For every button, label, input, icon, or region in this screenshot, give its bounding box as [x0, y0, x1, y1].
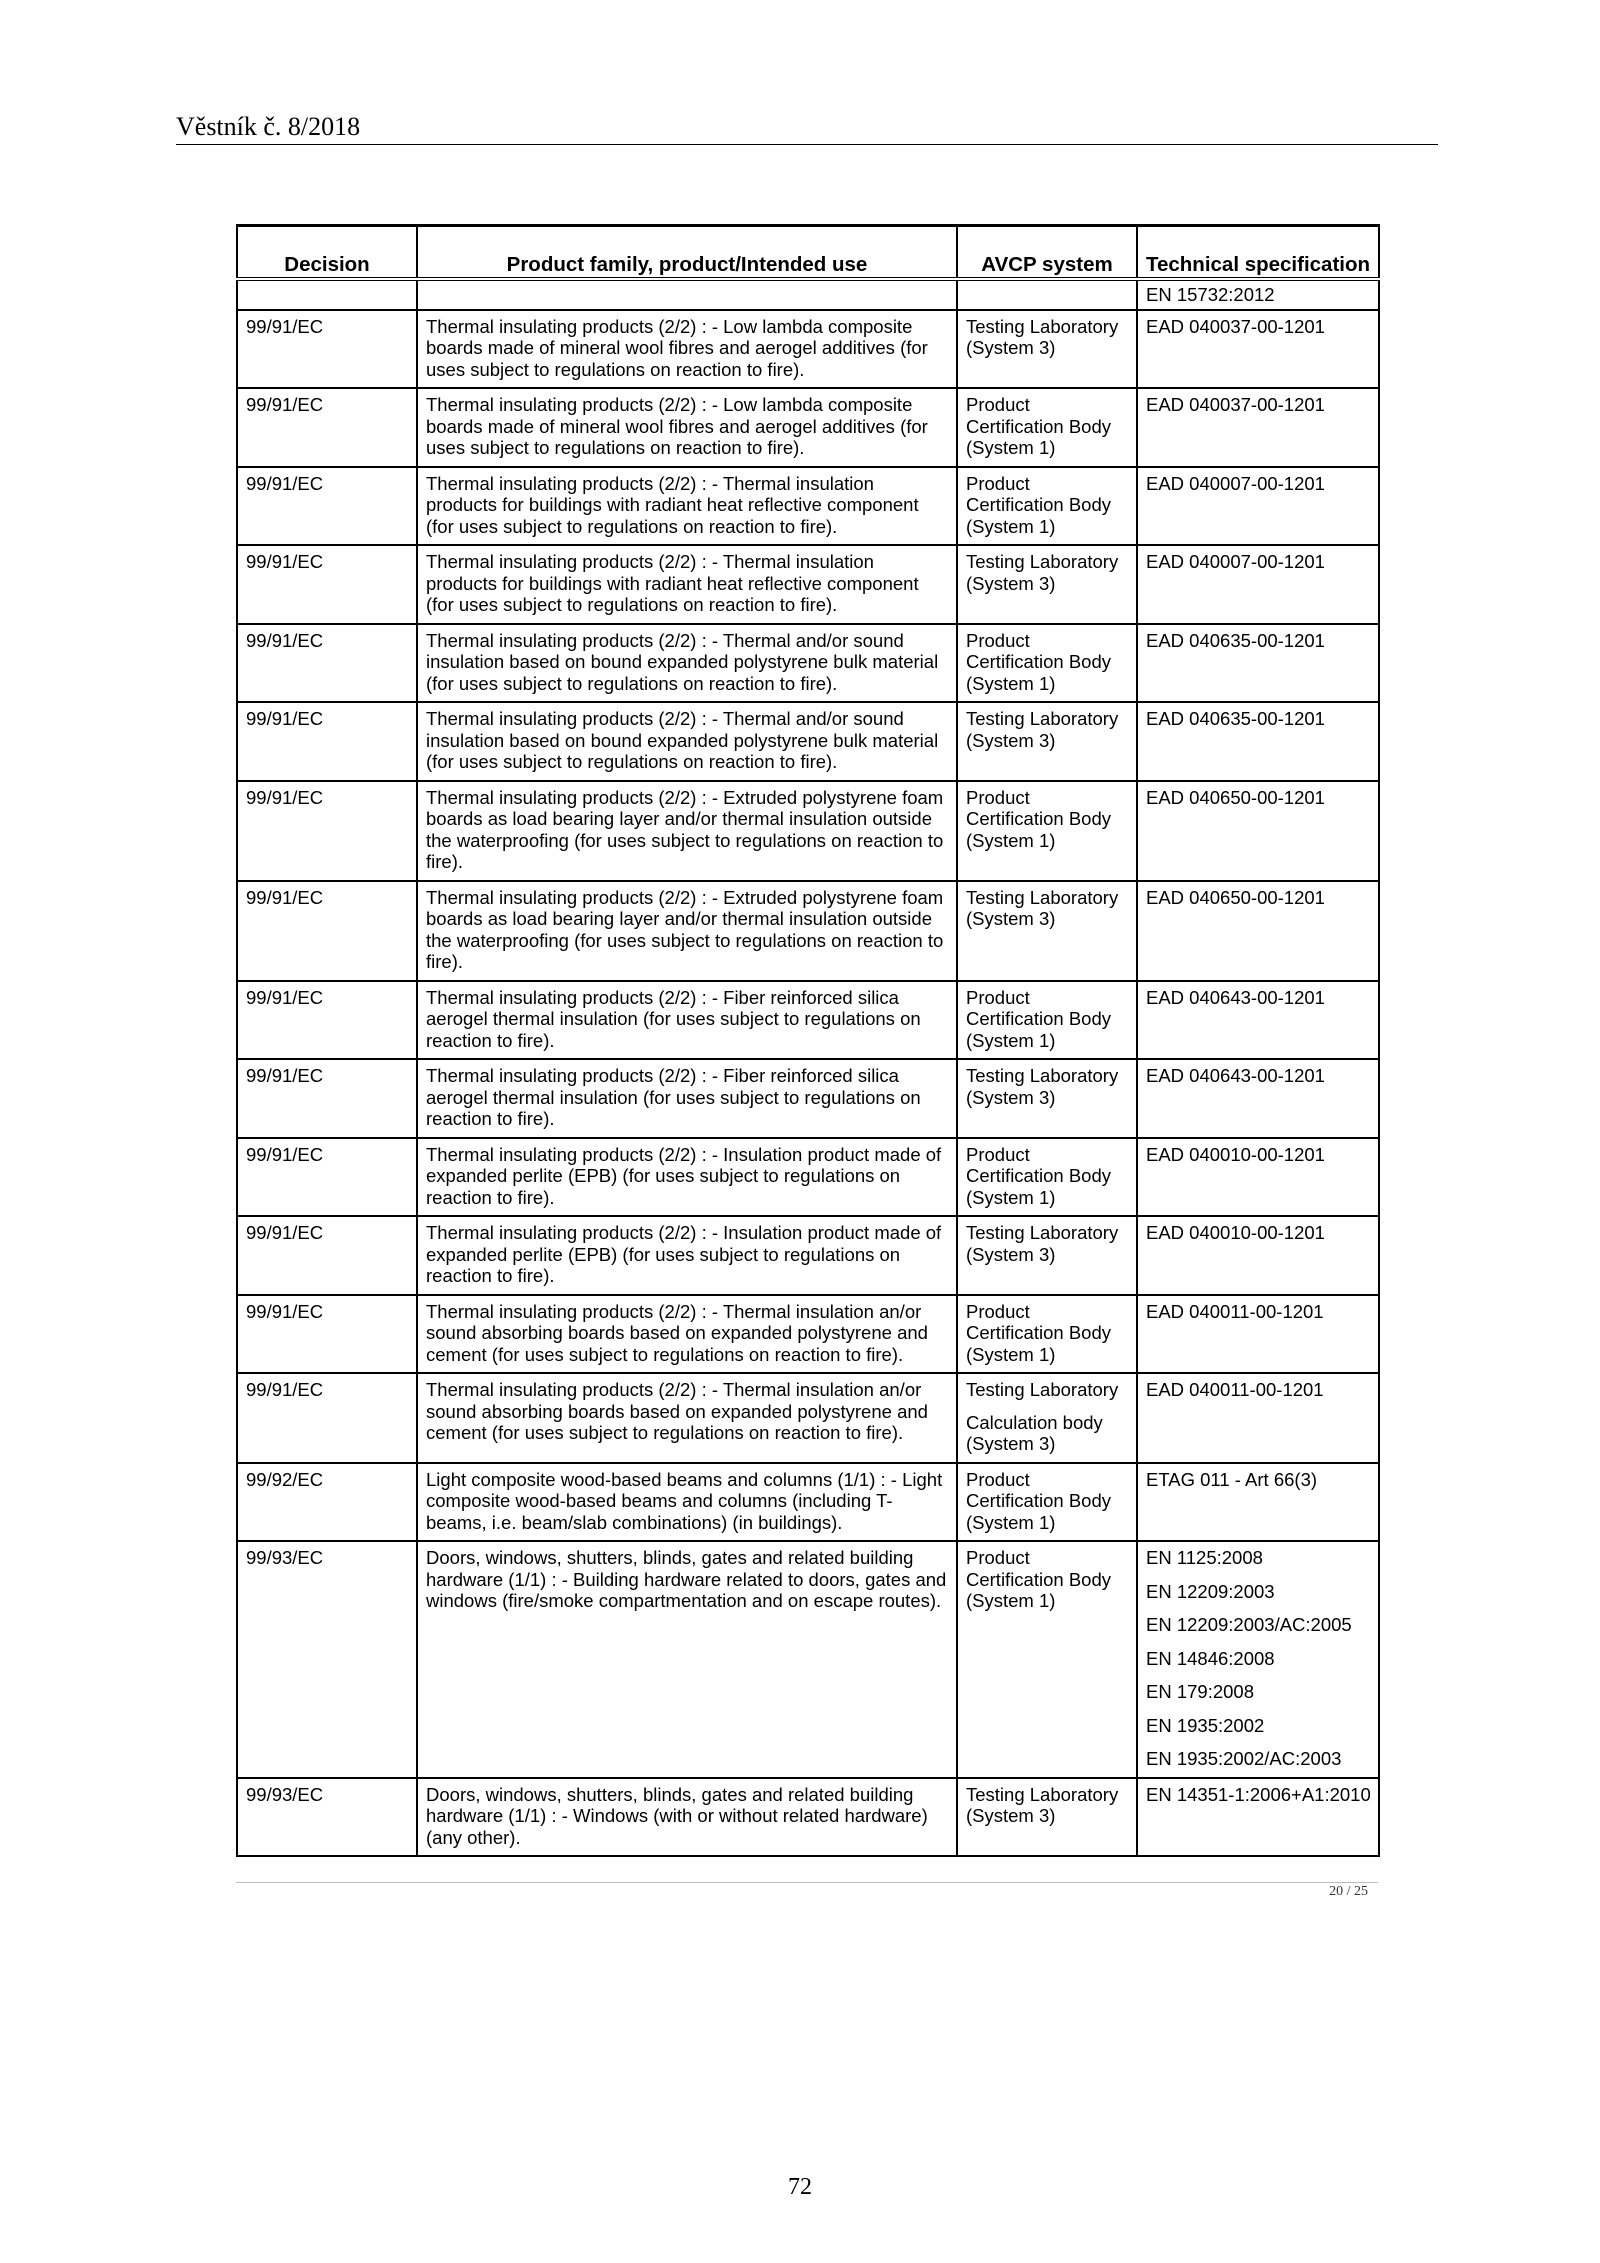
table-row [237, 1778, 1379, 1857]
spec-line: EAD 040643-00-1201 [1146, 986, 1325, 1008]
product-cell: Thermal insulating products (2/2) : - Extruded polystyrene foam boards as load bearing layer and/or thermal insulation outside the waterproofing (for uses subject to regulations on reaction to fire). [417, 781, 957, 881]
spec-line: EAD 040007-00-1201 [1146, 472, 1325, 494]
table-row [237, 981, 1379, 1060]
decision-cell: 99/91/EC [237, 388, 417, 467]
avcp-line: Product Certification Body (System 1) [966, 1547, 1111, 1611]
table-header-row [237, 226, 1379, 280]
product-cell: Thermal insulating products (2/2) : - Low lambda composite boards made of mineral wool fibres and aerogel additives (for uses subject to regulations on reaction to fire). [417, 388, 957, 467]
avcp-cell [957, 1295, 1137, 1374]
avcp-cell [957, 624, 1137, 703]
table-row [237, 1463, 1379, 1542]
spec-line: EAD 040007-00-1201 [1146, 551, 1325, 572]
avcp-line: Product Certification Body (System 1) [966, 472, 1111, 537]
decision-cell: 99/91/EC [237, 1216, 417, 1295]
spec-line: EAD 040010-00-1201 [1146, 1143, 1325, 1165]
table-row [237, 388, 1379, 467]
avcp-line: Testing Laboratory (System 3) [966, 1783, 1119, 1826]
avcp-line: Testing Laboratory (System 3) [966, 1222, 1119, 1265]
spec-cell [1137, 279, 1379, 310]
page-count: 20 / 25 [1329, 1884, 1368, 1899]
decision-cell: 99/93/EC [237, 1541, 417, 1778]
column-header-product: Product family, product/Intended use [417, 226, 957, 280]
avcp-line: Testing Laboratory (System 3) [966, 708, 1119, 751]
decision-cell: 99/91/EC [237, 1059, 417, 1138]
product-cell: Thermal insulating products (2/2) : - Insulation product made of expanded perlite (EPB) (for uses subject to regulations on reaction to fire). [417, 1138, 957, 1217]
avcp-cell [957, 1138, 1137, 1217]
spec-cell [1137, 1138, 1379, 1217]
spec-cell [1137, 881, 1379, 981]
avcp-line: Testing Laboratory (System 3) [966, 551, 1119, 594]
table-row [237, 310, 1379, 389]
column-header-avcp: AVCP system [957, 226, 1137, 280]
product-cell: Thermal insulating products (2/2) : - Thermal insulation products for buildings with radiant heat reflective component (for uses subject to regulations on reaction to fire). [417, 545, 957, 624]
avcp-cell [957, 279, 1137, 310]
decision-cell: 99/91/EC [237, 1373, 417, 1463]
avcp-cell [957, 1541, 1137, 1778]
spec-line: EN 14846:2008 [1146, 1647, 1275, 1669]
table-row [237, 545, 1379, 624]
avcp-cell [957, 1216, 1137, 1295]
avcp-cell [957, 467, 1137, 546]
avcp-line: Product Certification Body (System 1) [966, 1143, 1111, 1208]
spec-line: EAD 040650-00-1201 [1146, 786, 1325, 808]
decision-cell: 99/92/EC [237, 1463, 417, 1542]
spec-cell [1137, 1059, 1379, 1138]
spec-line: EAD 040635-00-1201 [1146, 629, 1325, 651]
table-row [237, 881, 1379, 981]
decision-cell: 99/91/EC [237, 981, 417, 1060]
spec-line: EAD 040037-00-1201 [1146, 315, 1325, 337]
column-header-spec: Technical specification [1137, 226, 1379, 280]
table-row [237, 1138, 1379, 1217]
avcp-cell [957, 781, 1137, 881]
product-cell: Thermal insulating products (2/2) : - Low lambda composite boards made of mineral wool fibres and aerogel additives (for uses subject to regulations on reaction to fire). [417, 310, 957, 389]
avcp-line: Product Certification Body (System 1) [966, 786, 1111, 851]
table-row [237, 467, 1379, 546]
table-row [237, 702, 1379, 781]
product-cell: Thermal insulating products (2/2) : - Fiber reinforced silica aerogel thermal insulation (for uses subject to regulations on reaction to fire). [417, 981, 957, 1060]
decision-cell: 99/91/EC [237, 545, 417, 624]
avcp-line: Testing Laboratory (System 3) [966, 315, 1119, 358]
spec-line: EAD 040011-00-1201 [1146, 1379, 1324, 1400]
spec-cell [1137, 1463, 1379, 1542]
spec-cell [1137, 388, 1379, 467]
avcp-line: Product Certification Body (System 1) [966, 1300, 1111, 1365]
avcp-cell [957, 1373, 1137, 1463]
product-cell [417, 279, 957, 310]
product-cell: Thermal insulating products (2/2) : - Insulation product made of expanded perlite (EPB) (for uses subject to regulations on reaction to fire). [417, 1216, 957, 1295]
table-body [237, 279, 1379, 1856]
decision-cell: 99/91/EC [237, 310, 417, 389]
product-cell: Doors, windows, shutters, blinds, gates and related building hardware (1/1) : - Building hardware related to doors, gates and windows (fire/smoke compartmentation and on escape routes). [417, 1541, 957, 1778]
footer-divider [236, 1882, 1378, 1883]
table-row [237, 1295, 1379, 1374]
spec-line: EAD 040010-00-1201 [1146, 1222, 1325, 1243]
avcp-cell [957, 545, 1137, 624]
product-cell: Thermal insulating products (2/2) : - Thermal and/or sound insulation based on bound expanded polystyrene bulk material (for uses subject to regulations on reaction to fire). [417, 702, 957, 781]
spec-line: EAD 040650-00-1201 [1146, 886, 1325, 908]
product-cell: Thermal insulating products (2/2) : - Thermal insulation an/or sound absorbing boards based on expanded polystyrene and cement (for uses subject to regulations on reaction to fire). [417, 1373, 957, 1463]
avcp-cell [957, 1463, 1137, 1542]
product-cell: Doors, windows, shutters, blinds, gates and related building hardware (1/1) : - Windows (with or without related hardware) (any other). [417, 1778, 957, 1857]
spec-line: EAD 040011-00-1201 [1146, 1300, 1324, 1322]
avcp-line: Calculation body (System 3) [966, 1411, 1103, 1454]
table-row [237, 1373, 1379, 1463]
decision-cell: 99/91/EC [237, 467, 417, 546]
avcp-line: Product Certification Body (System 1) [966, 1468, 1111, 1533]
decision-cell: 99/91/EC [237, 881, 417, 981]
spec-line: EN 14351-1:2006+A1:2010 [1146, 1783, 1371, 1805]
product-cell: Thermal insulating products (2/2) : - Thermal insulation an/or sound absorbing boards based on expanded polystyrene and cement (for uses subject to regulations on reaction to fire). [417, 1295, 957, 1374]
journal-header: Věstník č. 8/2018 [176, 112, 1438, 145]
avcp-cell [957, 702, 1137, 781]
spec-cell [1137, 545, 1379, 624]
spec-line: EN 1935:2002/AC:2003 [1146, 1748, 1342, 1769]
spec-cell [1137, 1373, 1379, 1463]
spec-line: EAD 040643-00-1201 [1146, 1065, 1325, 1086]
spec-line: EN 179:2008 [1146, 1681, 1255, 1702]
decision-cell: 99/91/EC [237, 781, 417, 881]
decision-cell: 99/91/EC [237, 624, 417, 703]
spec-cell [1137, 1295, 1379, 1374]
spec-line: EAD 040635-00-1201 [1146, 708, 1325, 729]
spec-cell [1137, 981, 1379, 1060]
spec-cell [1137, 702, 1379, 781]
avcp-cell [957, 1059, 1137, 1138]
spec-cell [1137, 1216, 1379, 1295]
avcp-line: Testing Laboratory (System 3) [966, 886, 1119, 929]
spec-cell [1137, 1541, 1379, 1778]
spec-line: EAD 040037-00-1201 [1146, 394, 1325, 415]
avcp-cell [957, 1778, 1137, 1857]
avcp-line: Testing Laboratory [966, 1379, 1119, 1400]
table-row [237, 1216, 1379, 1295]
column-header-decision: Decision [237, 226, 417, 280]
table-row [237, 1541, 1379, 1778]
table-row [237, 781, 1379, 881]
avcp-cell [957, 388, 1137, 467]
spec-line: EN 12209:2003 [1146, 1580, 1275, 1602]
spec-cell [1137, 624, 1379, 703]
product-cell: Thermal insulating products (2/2) : - Fiber reinforced silica aerogel thermal insulation (for uses subject to regulations on reaction to fire). [417, 1059, 957, 1138]
avcp-line: Product Certification Body (System 1) [966, 986, 1111, 1051]
decision-cell: 99/93/EC [237, 1778, 417, 1857]
product-cell: Light composite wood-based beams and columns (1/1) : - Light composite wood-based beams and columns (including T-beams, i.e. beam/slab combinations) (in buildings). [417, 1463, 957, 1542]
spec-cell [1137, 781, 1379, 881]
spec-line: EN 12209:2003/AC:2005 [1146, 1614, 1352, 1635]
table-row [237, 1059, 1379, 1138]
spec-cell [1137, 310, 1379, 389]
page-number: 72 [788, 2174, 812, 2200]
spec-line: ETAG 011 - Art 66(3) [1146, 1468, 1318, 1490]
table-row [237, 624, 1379, 703]
spec-line: EN 1935:2002 [1146, 1714, 1265, 1736]
spec-cell [1137, 1778, 1379, 1857]
avcp-cell [957, 981, 1137, 1060]
avcp-line: Product Certification Body (System 1) [966, 394, 1111, 458]
spec-line: EN 1125:2008 [1146, 1547, 1263, 1568]
avcp-line: Testing Laboratory (System 3) [966, 1065, 1119, 1108]
decision-cell: 99/91/EC [237, 1295, 417, 1374]
product-cell: Thermal insulating products (2/2) : - Extruded polystyrene foam boards as load bearing layer and/or thermal insulation outside the waterproofing (for uses subject to regulations on reaction to fire). [417, 881, 957, 981]
spec-cell [1137, 467, 1379, 546]
product-cell: Thermal insulating products (2/2) : - Thermal and/or sound insulation based on bound expanded polystyrene bulk material (for uses subject to regulations on reaction to fire). [417, 624, 957, 703]
decision-cell: 99/91/EC [237, 702, 417, 781]
spec-line: EN 15732:2012 [1146, 284, 1275, 305]
table-row [237, 279, 1379, 310]
avcp-cell [957, 310, 1137, 389]
avcp-line: Product Certification Body (System 1) [966, 629, 1111, 694]
avcp-cell [957, 881, 1137, 981]
product-cell: Thermal insulating products (2/2) : - Thermal insulation products for buildings with radiant heat reflective component (for uses subject to regulations on reaction to fire). [417, 467, 957, 546]
decision-cell: 99/91/EC [237, 1138, 417, 1217]
decision-cell [237, 279, 417, 310]
decision-table [236, 224, 1380, 1857]
